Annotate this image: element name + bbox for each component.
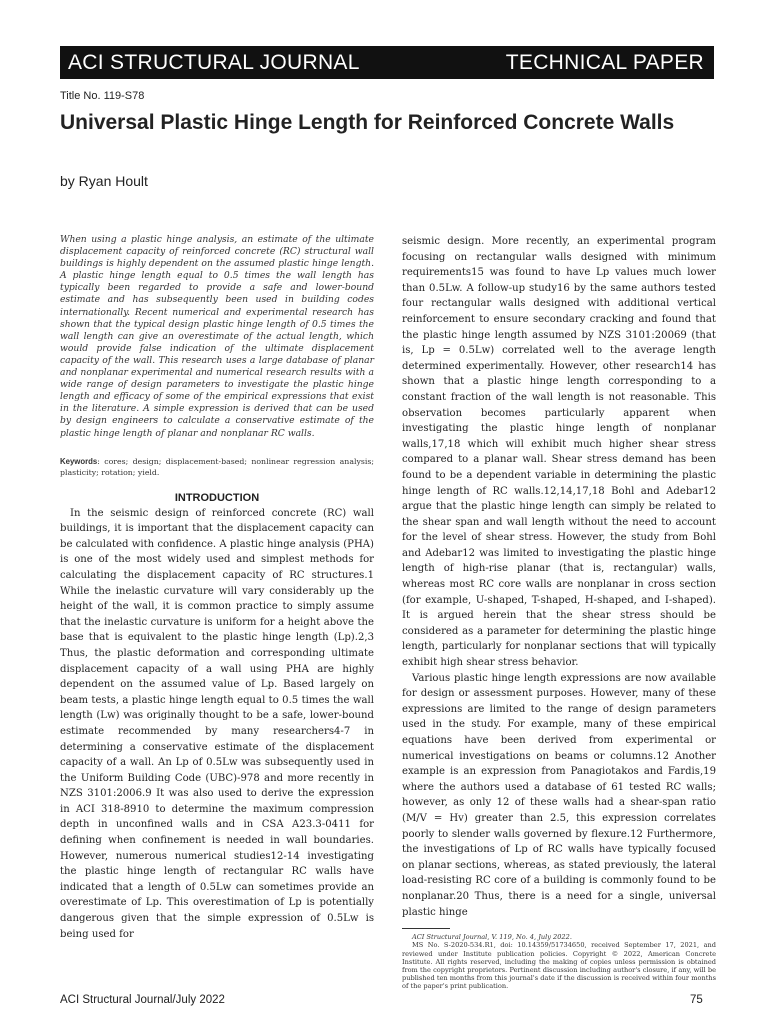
body-paragraph-1: seismic design. More recently, an experimental program focusing on rectangular walls designed with minimum requirements15 was found to have Lp values much lower than 0.5Lw. A follow-up study16 by the same authors tested four rectangular walls designed with additional vertical reinforcement to ensure secondary cracking and found that the plastic hinge length assumed by NZS 3101:20069 (that is, Lp = 0.5Lw) correlated well to the average length determined experimentally. However, other research14 has shown that a plastic hinge length corresponding to a constant fraction of the wall length is not reasonable. This observation becomes particularly apparent when investigating the plastic hinge length of nonplanar walls,17,18 which will exhibit much higher shear stress compared to a planar wall. Shear stress demand has been found to be a dependent variable in determining the plastic hinge length of RC walls.12,14,17,18 Bohl and Adebar12 argue that the plastic hinge length can simply be related to the shear span and wall length without the need to account for the level of shear stress. However, the study from Bohl and Adebar12 was limited to investigating the plastic hinge length of high-rise planar (that is, rectangular) walls, whereas most RC core walls are nonplanar in cross section (for example, U-shaped, T-shaped, H-shaped, and I-shaped). It is argued herein that the shear stress should be considered as a parameter for determining the plastic hinge length, particularly for nonplanar sections that will typically exhibit high shear stress behavior. [402,236,716,669]
paper-title: Universal Plastic Hinge Length for Reinforced Concrete Walls [60,111,675,134]
keywords [60,456,374,478]
body-paragraph-2: Various plastic hinge length expressions are now available for design or assessment purposes. However, many of these expressions are limited to the range of design parameters used in the study. For example, many of these empirical equations have been derived from experimental or numerical investigations on beams or columns.12 Another example is an expression from Panagiotakos and Fardis,19 where the authors used a database of 61 tested RC walls; however, as only 12 of these walls had a shear-span ratio (M/V = Hv) greater than 2.5, this expression correlates poorly to slender walls governed by flexure.12 Furthermore, the investigations of Lp of RC walls have typically focused on planar sections, whereas, as stated previously, the lateral load-resisting RC core of a building is commonly found to be nonplanar.20 Thus, there is a need for a single, universal plastic hinge [402,672,716,918]
left-column [60,234,374,942]
journal-banner [60,46,714,79]
abstract: When using a plastic hinge analysis, an estimate of the ultimate displacement capacity of reinforced concrete (RC) structural wall buildings is highly dependent on the assumed plastic hinge length. A plastic hinge length equal to 0.5 times the wall length has typically been regarded to provide a safe and lower-bound estimate and has subsequently been used in building codes internationally. Recent numerical and experimental research has shown that the typical design plastic hinge length of 0.5 times the wall length can give an overestimate of the actual length, which would provide false indication of the ultimate displacement capacity of the wall. This research uses a large database of planar and nonplanar experimental and numerical research results with a wide range of design parameters to investigate the plastic hinge length and efficacy of some of the empirical expressions that exist in the literature. A simple expression is derived that can be used by design engineers to calculate a conservative estimate of the plastic hinge length of planar and nonplanar RC walls. [60,234,374,439]
paper-type: TECHNICAL PAPER [505,50,704,74]
page-number: 75 [690,994,703,1006]
right-column [402,234,716,991]
section-heading: INTRODUCTION [174,491,260,504]
keywords-label: Keywords [60,456,98,466]
footnote [402,933,716,990]
footer-journal: ACI Structural Journal/July 2022 [60,994,225,1006]
title-number: Title No. 119-S78 [60,90,145,102]
footnote-citation: ACI Structural Journal, V. 119, No. 4, July 2022. [412,933,572,942]
footnote-divider [402,928,450,929]
keywords-text: : cores; design; displacement-based; nonlinear regression analysis; plasticity; rotation; yield. [60,456,374,477]
journal-name: ACI STRUCTURAL JOURNAL [68,50,360,74]
intro-paragraph: In the seismic design of reinforced concrete (RC) wall buildings, it is important that the displacement capacity can be calculated with confidence. A plastic hinge analysis (PHA) is one of the most widely used and simplest methods for calculating the displacement capacity of RC structures.1 While the inelastic curvature will vary considerably up the height of the wall, it is common practice to simply assume that the inelastic curvature is uniform for a height above the base that is equivalent to the plastic hinge length (Lp).2,3 Thus, the plastic deformation and corresponding ultimate displacement capacity of a wall using PHA are highly dependent on the assumed value of Lp. Based largely on beam tests, a plastic hinge length equal to 0.5 times the wall length (Lw) was originally thought to be a safe, lower-bound estimate recommended by many researchers4-7 in determining a conservative estimate of the displacement capacity of a wall. An Lp of 0.5Lw was subsequently used in the Uniform Building Code (UBC)-978 and more recently in NZS 3101:2006.9 It was also used to derive the expression in ACI 318-8910 to determine the maximum compression depth in unconfined walls and in CSA A23.3-0411 for defining when confinement is needed in wall boundaries. However, numerous numerical studies12-14 investigating the plastic hinge length of rectangular RC walls have indicated that a length of 0.5Lw can sometimes provide an overestimate of Lp. This overestimation of Lp is potentially dangerous given that the simple expression of 0.5Lw is being used for [60,507,374,940]
author-byline: by Ryan Hoult [60,173,148,189]
footnote-copyright: MS No. S-2020-534.R1, doi: 10.14359/51734650, received September 17, 2021, and reviewed under Institute publication policies. Copyright © 2022, American Concrete Institute. All rights reserved, including the making of copies unless permission is obtained from the copyright proprietors. Pertinent discussion including author's closure, if any, will be published ten months from this journal's date if the discussion is received within four months of the paper's print publication. [402,941,716,991]
